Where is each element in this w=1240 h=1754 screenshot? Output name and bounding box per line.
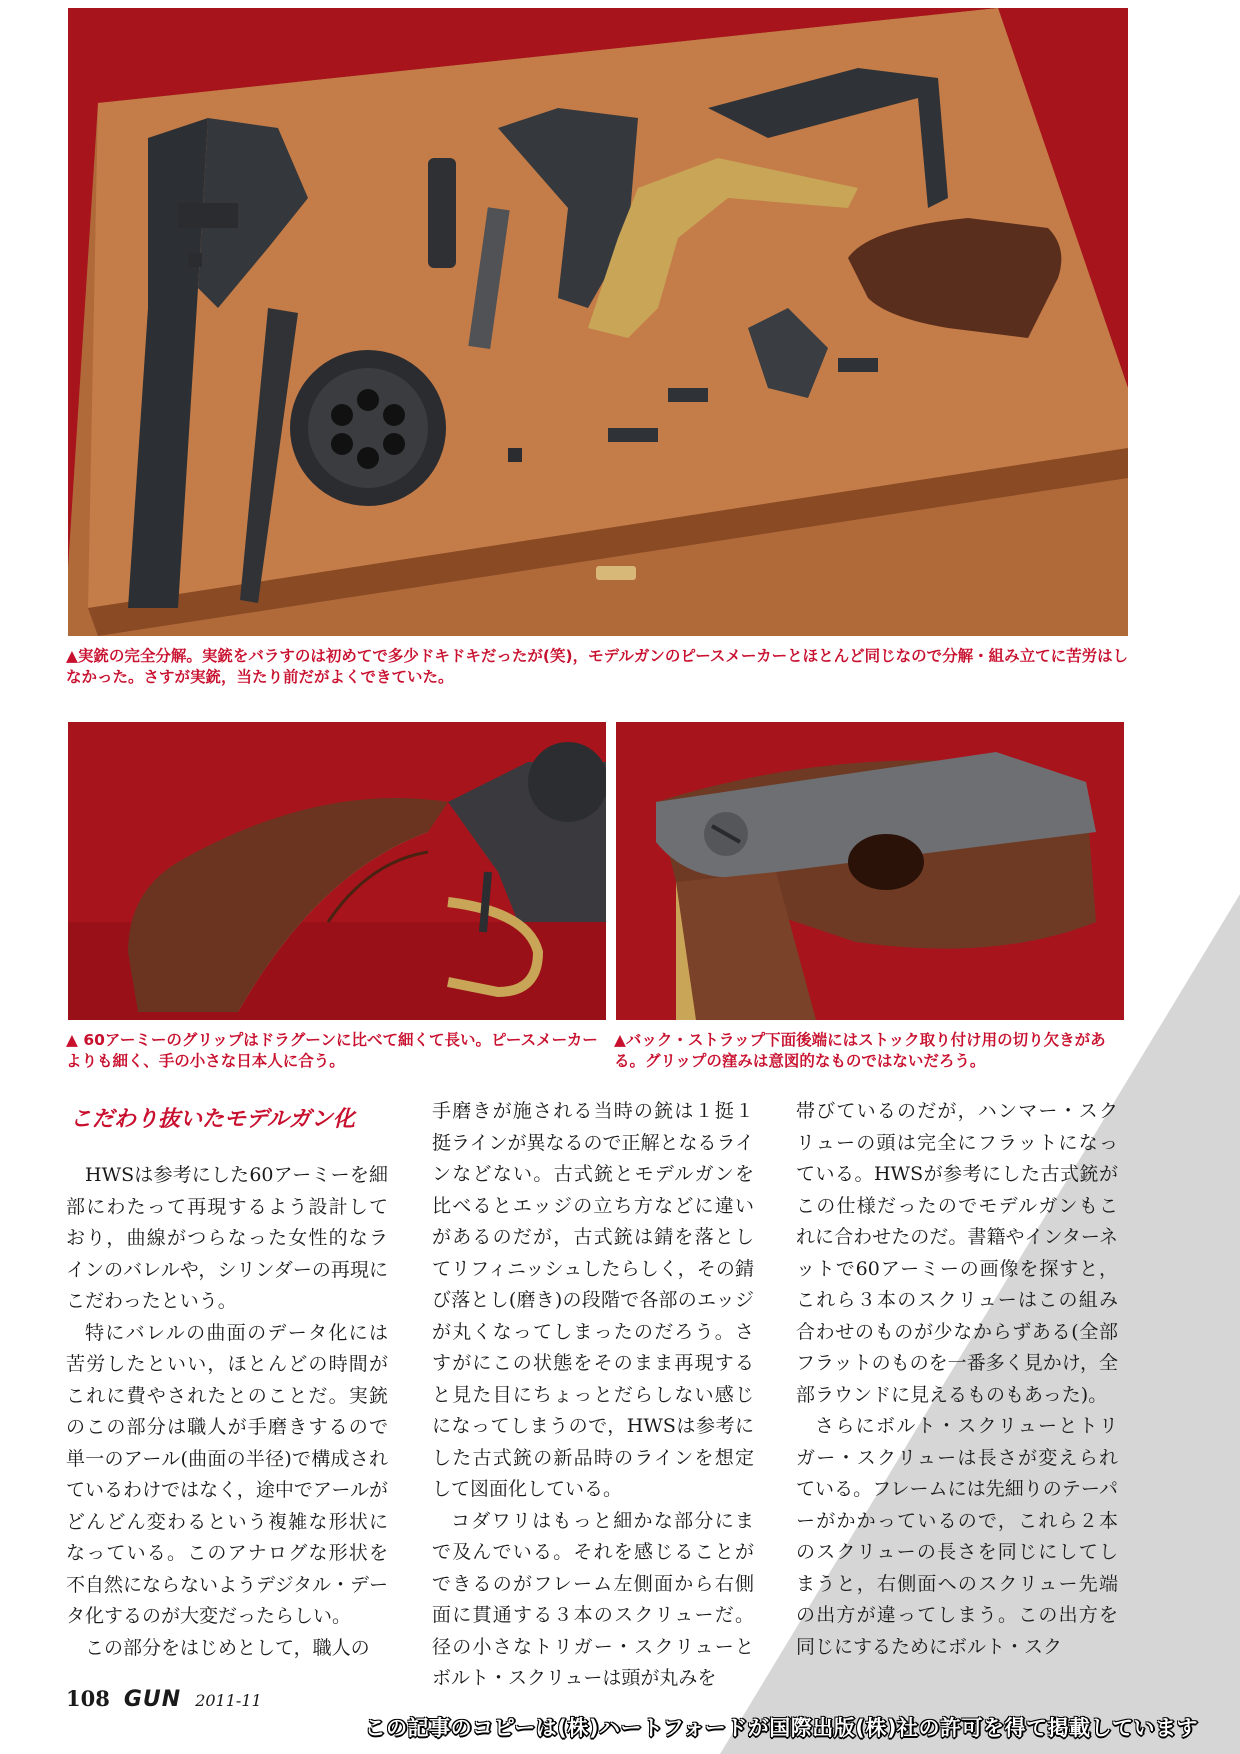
- caption-right: ▲バック・ストラップ下面後端にはストック取り付け用の切り欠きがある。グリップの窪みは意図的なものではないだろう。: [614, 1031, 1106, 1070]
- paragraph: さらにボルト・スクリューとトリガー・スクリューは長さが変えられている。フレームには先細りのテーパーがかかっているので，これら２本のスクリューの長さを同じにしてしまうと，右側面へのスクリュー先端の出方が違ってしまう。この出方を同じにするためにボルト・スク: [796, 1415, 1118, 1658]
- paragraph: HWSは参考にした60アーミーを細部にわたって再現するよう設計しており，曲線がつらなった女性的なラインのバレルや，シリンダーの再現にこだわったという。: [66, 1164, 388, 1312]
- issue-date: 2011-11: [195, 1691, 262, 1710]
- copyright-notice: この記事のコピーは(株)ハートフォードが国際出版(株)社の許可を得て掲載しています: [364, 1716, 1198, 1740]
- page-folio: [66, 1686, 262, 1712]
- disassembled-revolver-photo: [68, 8, 1128, 636]
- paragraph: 帯びているのだが，ハンマー・スクリューの頭は完全にフラットになっている。HWSが参考にした古式銃がこの仕様だったのでモデルガンもこれに合わせたのだ。書籍やインターネットで60アーミーの画像を探すと，これら３本のスクリューはこの組み合わせのものが少なからずある(全部フラットのものを一番多く見かけ，全部ラウンドに見えるものもあった)。: [796, 1100, 1118, 1406]
- caption-left: ▲ 60アーミーのグリップはドラグーンに比べて細くて長い。ピースメーカーよりも細く、手の小さな日本人に合う。: [66, 1031, 598, 1070]
- paragraph: 特にバレルの曲面のデータ化には苦労したといい，ほとんどの時間がこれに費やされたとのことだ。実銃のこの部分は職人が手磨きするので単一のアール(曲面の半径)で構成されているわけではなく，途中でアールがどんどん変わるという複雑な形状になっている。このアナログな形状を不自然にならないようデジタル・データ化するのが大変だったらしい。: [66, 1321, 388, 1627]
- article-column-1: [66, 1160, 388, 1664]
- caption-top: ▲実銃の完全分解。実銃をバラすのは初めてで多少ドキドキだったが(笑)，モデルガンのピースメーカーとほとんど同じなので分解・組み立てに苦労はしなかった。さすが実銃，当たり前だがよくできていた。: [66, 647, 1129, 686]
- page-number: 108: [66, 1686, 110, 1711]
- paragraph: コダワリはもっと細かな部分にまで及んでいる。それを感じることができるのがフレーム左側面から右側面に貫通する３本のスクリューだ。径の小さなトリガー・スクリューとボルト・スクリューは頭が丸みを: [432, 1509, 754, 1689]
- article-column-2: [432, 1096, 754, 1695]
- article-column-3: [796, 1096, 1118, 1663]
- grip-side-photo: [68, 722, 606, 1020]
- paragraph: 手磨きが施される当時の銃は１挺１挺ラインが異なるので正解となるラインなどない。古式銃とモデルガンを比べるとエッジの立ち方などに違いがあるのだが，古式銃は錆を落としてリフィニッシュしたらしく，その錆び落とし(磨き)の段階で各部のエッジが丸くなってしまったのだろう。さすがにこの状態をそのまま再現すると見た目にちょっとだらしない感じになってしまうので，HWSは参考にした古式銃の新品時のラインを想定して図面化している。: [432, 1100, 754, 1500]
- paragraph: この部分をはじめとして，職人の: [85, 1636, 370, 1659]
- magazine-title: GUN: [123, 1687, 182, 1712]
- article-heading: こだわり抜いたモデルガン化: [70, 1107, 355, 1132]
